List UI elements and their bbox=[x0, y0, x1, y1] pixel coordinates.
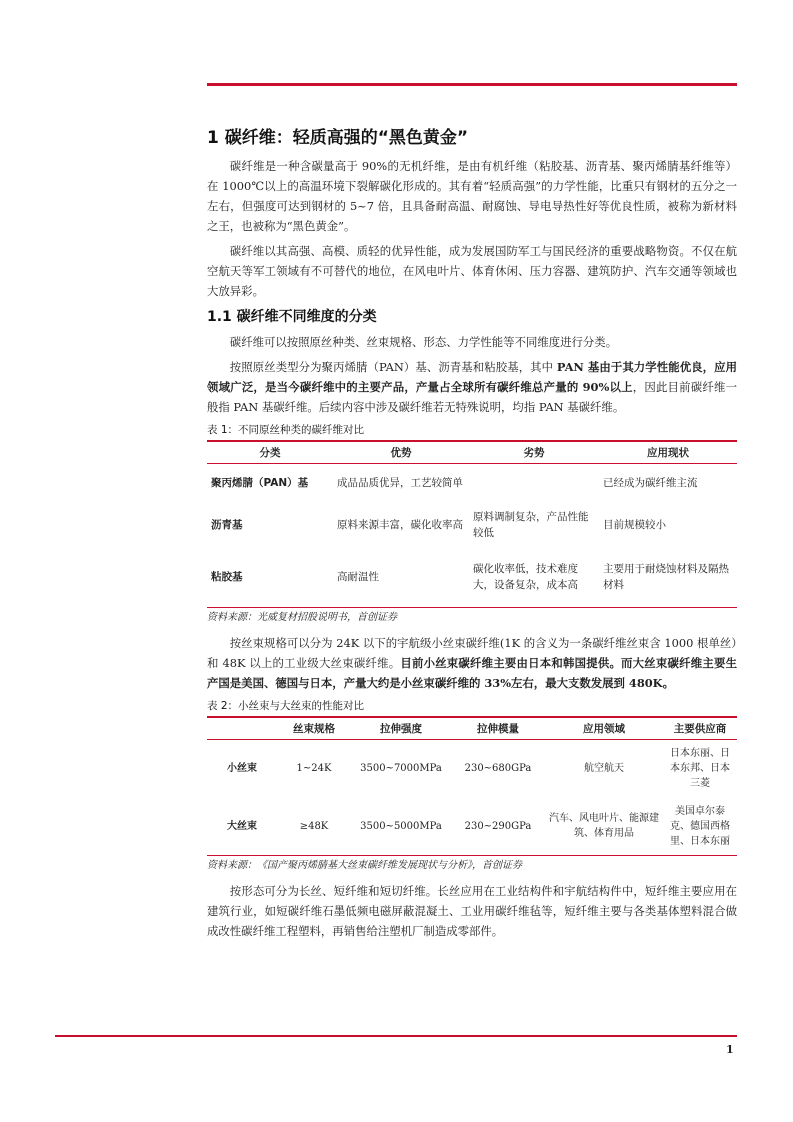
content-area bbox=[207, 126, 737, 946]
table-row bbox=[207, 548, 737, 608]
table-row bbox=[207, 798, 737, 856]
table-cell: 汽车、风电叶片、能源建筑、体育用品 bbox=[549, 813, 659, 840]
table-cell: 粘胶基 bbox=[211, 571, 243, 584]
table-cell: 美国卓尔泰克、德国西格里、日本东丽 bbox=[670, 805, 730, 847]
header-rule bbox=[207, 83, 737, 86]
table-cell: 大丝束 bbox=[227, 820, 257, 832]
table-cell: 230~680GPa bbox=[464, 763, 532, 775]
paragraph-text: ，因此目前碳纤维一般指 PAN 基碳纤维。后续内容中涉及碳纤维若无特殊说明，均指 PAN 基碳纤维。 bbox=[207, 380, 737, 414]
table1-source: 资料来源：光威复材招股说明书，首创证券 bbox=[207, 612, 397, 623]
table-cell: 成品品质优异，工艺较简单 bbox=[337, 476, 463, 489]
table-header-cell: 拉伸强度 bbox=[351, 717, 451, 740]
table-row bbox=[207, 502, 737, 548]
table-cell: 航空航天 bbox=[584, 763, 624, 775]
paragraph: 碳纤维以其高强、高模、质轻的优异性能，成为发展国防军工与国民经济的重要战略物资。不仅在航空航天等军工领域有不可替代的地位，在风电叶片、体育休闲、压力容器、建筑防护、汽车交通等领域也大放异彩。 bbox=[207, 244, 737, 298]
paragraph bbox=[207, 357, 737, 417]
paragraph bbox=[207, 633, 737, 693]
table-cell: 聚丙烯腈（PAN）基 bbox=[211, 476, 309, 489]
table-cell: 原料调制复杂，产品性能较低 bbox=[473, 510, 589, 539]
paragraph: 按形态可分为长丝、短纤维和短切纤维。长丝应用在工业结构件和宇航结构件中，短纤维主要应用在建筑行业，如短碳纤维石墨低频电磁屏蔽混凝土、工业用碳纤维毡等，短纤维主要与各类基体塑料混合做成改性碳纤维工程塑料，再销售给注塑机厂制造成零部件。 bbox=[207, 884, 737, 938]
paragraph: 碳纤维可以按照原丝种类、丝束规格、形态、力学性能等不同维度进行分类。 bbox=[229, 335, 618, 349]
table-cell: 高耐温性 bbox=[337, 571, 379, 584]
paragraph-emphasis: 目前小丝束碳纤维主要由日本和韩国提供。而大丝束碳纤维主要生产国是美国、德国与日本，产量大约是小丝束碳纤维的 33%左右，最大支数发展到 480K。 bbox=[207, 656, 737, 690]
table-cell: 沥青基 bbox=[211, 518, 243, 531]
table-header-cell: 应用现状 bbox=[599, 441, 737, 464]
table-header-cell bbox=[207, 717, 277, 740]
table-cell: 日本东丽、日本东邦、日本三菱 bbox=[670, 748, 730, 790]
table-cell: 1~24K bbox=[296, 763, 332, 775]
paragraph-text: 按照原丝类型分为聚丙烯腈（PAN）基、沥青基和粘胶基，其中 bbox=[229, 360, 557, 374]
table-header-cell: 应用领域 bbox=[545, 717, 663, 740]
table-cell: ≥48K bbox=[299, 820, 329, 832]
table-cell: 3500~7000MPa bbox=[360, 763, 442, 775]
table1 bbox=[207, 440, 737, 608]
table-header-cell: 丝束规格 bbox=[277, 717, 351, 740]
table2-caption: 表 2：小丝束与大丝束的性能对比 bbox=[207, 700, 365, 712]
paragraph-text: 按丝束规格可以分为 24K 以下的宇航级小丝束碳纤维(1K 的含义为一条碳纤维丝束含 1000 根单丝）和 48K 以上的工业级大丝束碳纤维。 bbox=[207, 636, 737, 670]
subsection-heading: 1.1 碳纤维不同维度的分类 bbox=[207, 309, 377, 325]
page-number: 1 bbox=[726, 1043, 734, 1056]
table2 bbox=[207, 716, 737, 856]
table-row bbox=[207, 740, 737, 798]
table-header-cell: 主要供应商 bbox=[663, 717, 737, 740]
table-cell: 目前规模较小 bbox=[603, 518, 666, 531]
table-cell bbox=[469, 464, 599, 502]
table-cell: 主要用于耐烧蚀材料及隔热材料 bbox=[603, 563, 729, 592]
paragraph-emphasis: PAN 基由于其力学性能优良，应用领域广泛，是当今碳纤维中的主要产品，产量占全球所有碳纤维总产量的 90%以上 bbox=[207, 360, 738, 394]
section-heading: 1 碳纤维：轻质高强的“黑色黄金” bbox=[207, 128, 469, 148]
table-cell: 原料来源丰富，碳化收率高 bbox=[337, 518, 463, 531]
table-header-row bbox=[207, 717, 737, 740]
table-header-cell: 拉伸模量 bbox=[451, 717, 545, 740]
table-header-cell: 优势 bbox=[333, 441, 469, 464]
table-cell: 碳化收率低，技术难度大，设备复杂，成本高 bbox=[473, 563, 578, 592]
footer-rule bbox=[55, 1035, 737, 1037]
table-cell: 3500~5000MPa bbox=[360, 820, 442, 832]
table-cell: 小丝束 bbox=[227, 763, 257, 775]
table-row bbox=[207, 464, 737, 502]
table-cell: 230~290GPa bbox=[464, 820, 532, 832]
table1-caption: 表 1：不同原丝种类的碳纤维对比 bbox=[207, 424, 365, 436]
table-header-row bbox=[207, 441, 737, 464]
paragraph: 碳纤维是一种含碳量高于 90%的无机纤维，是由有机纤维（粘胶基、沥青基、聚丙烯腈基纤维等）在 1000℃以上的高温环境下裂解碳化形成的。其有着“轻质高强”的力学性能，比重只有钢材的五分之一左右，但强度可达到钢材的 5~7 倍，且具备耐高温、耐腐蚀、导电导热性好等优良性质，被称为新材料之王，也被称为“黑色黄金”。 bbox=[207, 159, 737, 233]
table-header-cell: 劣势 bbox=[469, 441, 599, 464]
table-header-cell: 分类 bbox=[207, 441, 333, 464]
table-cell: 已经成为碳纤维主流 bbox=[603, 476, 698, 489]
table2-source: 资料来源：《国产聚丙烯腈基大丝束碳纤维发展现状与分析》，首创证券 bbox=[207, 860, 522, 871]
